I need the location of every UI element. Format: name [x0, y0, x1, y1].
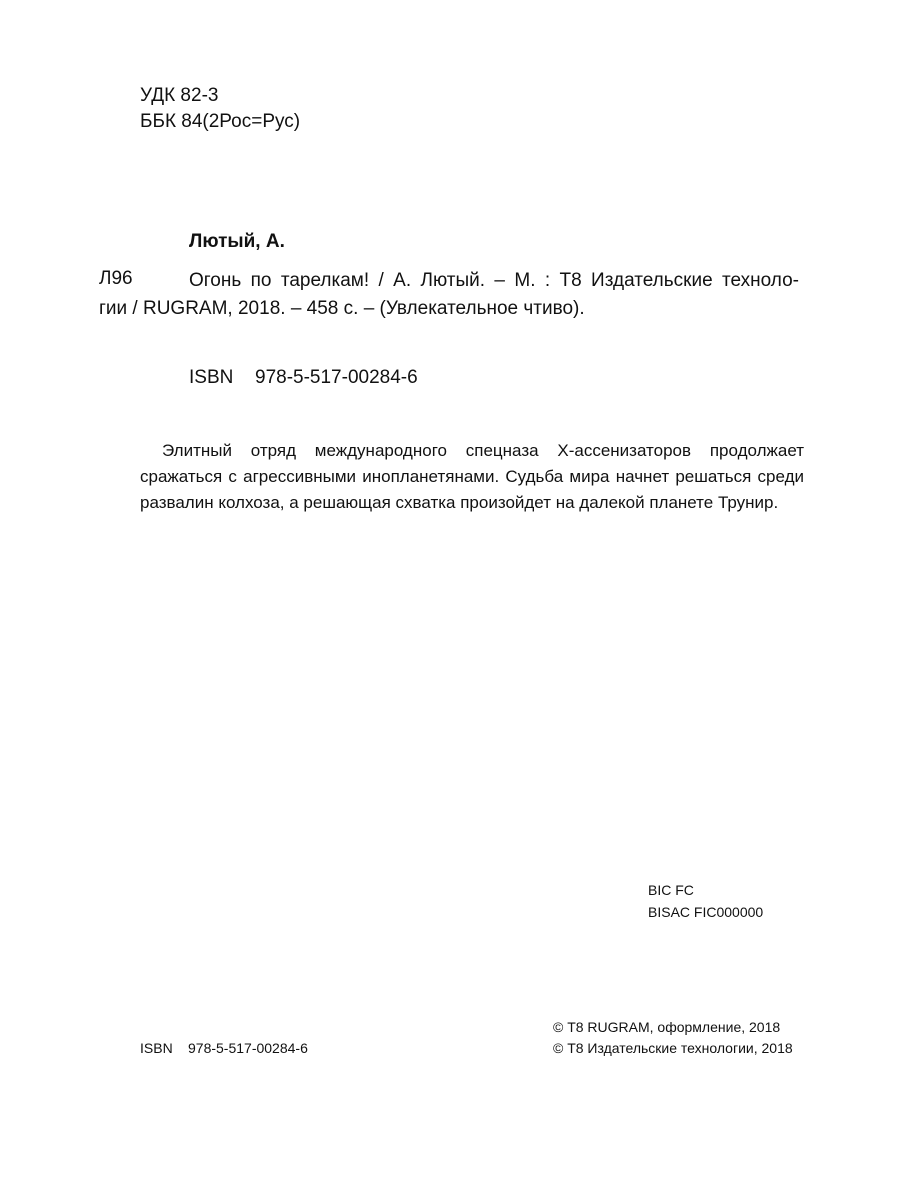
bibliographic-line-2: гии / RUGRAM, 2018. – 458 с. – (Увлекательное чтиво). — [99, 298, 585, 319]
annotation-text: Элитный отряд международного спецназа Х-ассенизаторов продолжает сражаться с агрессивными инопланетянами. Судьба мира начнет решаться среди развалин колхоза, а решающая схватка произойдет на далекой планете Трунир. — [140, 441, 804, 512]
bibliographic-description — [99, 267, 799, 323]
footer-isbn — [140, 1038, 308, 1058]
bbk-code: ББК 84(2Рос=Рус) — [140, 111, 301, 132]
isbn-label: ISBN — [189, 367, 234, 388]
copyright-design: © Т8 RUGRAM, оформление, 2018 — [553, 1019, 781, 1035]
bibliographic-line-1: Огонь по тарелкам! / А. Лютый. – М. : Т8 Издательские техноло- — [189, 270, 799, 291]
copyright-publisher: © Т8 Издательские технологии, 2018 — [553, 1040, 793, 1056]
udk-code: УДК 82-3 — [140, 85, 219, 106]
footer-isbn-value: 978-5-517-00284-6 — [188, 1040, 308, 1056]
author-heading: Лютый, А. — [189, 231, 285, 252]
footer-isbn-label: ISBN — [140, 1040, 173, 1056]
bic-code: BIC FC — [648, 882, 694, 898]
isbn-value: 978-5-517-00284-6 — [255, 367, 418, 388]
isbn-record — [189, 366, 418, 390]
bisac-code: BISAC FIC000000 — [648, 904, 764, 920]
author-sign-code: Л96 — [99, 268, 133, 289]
